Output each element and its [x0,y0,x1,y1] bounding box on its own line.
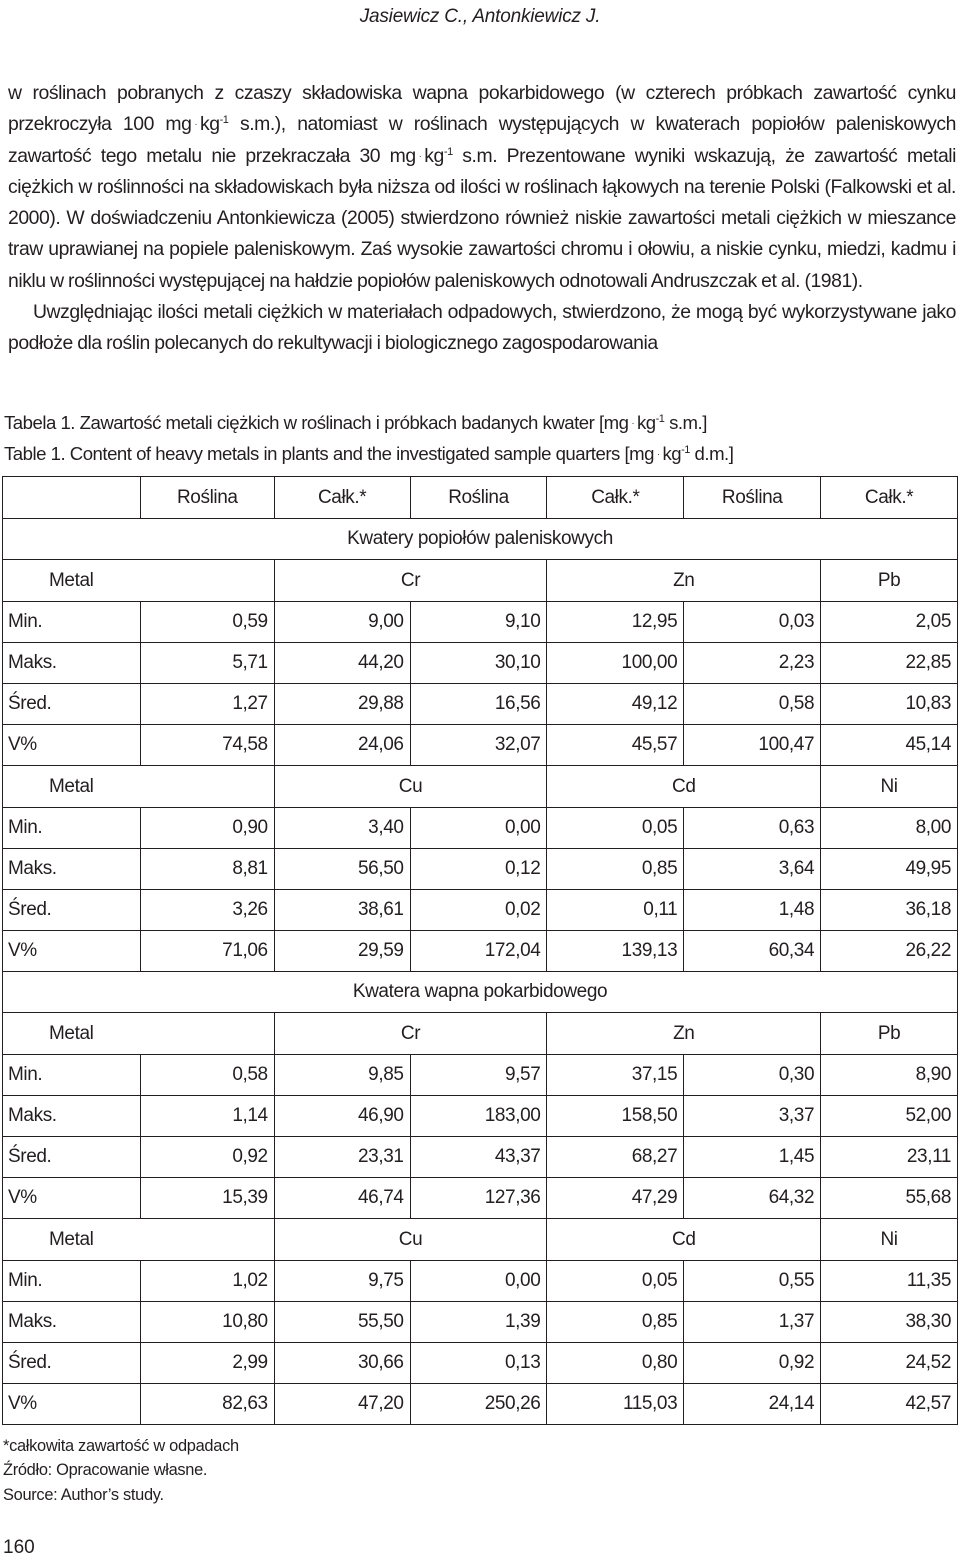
value-cell: 9,10 [410,602,547,643]
metal-name: Cu [274,766,547,808]
metal-name: Zn [547,560,821,602]
metal-header-row [3,766,958,808]
value-cell: 1,02 [140,1261,274,1302]
value-cell: 0,00 [410,1261,547,1302]
value-cell: 0,90 [140,808,274,849]
table-caption-pl: Tabela 1. Zawartość metali ciężkich w roślinach i próbkach badanych kwater [$mg \cdot kg^{-1}$ s.m.] [4,412,707,433]
value-cell: 0,58 [140,1055,274,1096]
value-cell: 23,31 [274,1137,410,1178]
value-cell: 15,39 [140,1178,274,1219]
table-captions [4,408,733,469]
value-cell: 9,57 [410,1055,547,1096]
value-cell: 158,50 [547,1096,684,1137]
value-cell: 16,56 [410,684,547,725]
table-row [3,725,958,766]
column-header: Całk.* [274,477,410,519]
metal-name: Ni [821,1219,958,1261]
value-cell: 45,57 [547,725,684,766]
value-cell: 38,61 [274,890,410,931]
table-row [3,684,958,725]
value-cell: 71,06 [140,931,274,972]
row-label: Min. [3,808,141,849]
value-cell: 0,00 [410,808,547,849]
metal-header-row [3,1219,958,1261]
value-cell: 0,05 [547,1261,684,1302]
table-row [3,1096,958,1137]
row-label: Śred. [3,1137,141,1178]
value-cell: 1,45 [684,1137,821,1178]
value-cell: 9,75 [274,1261,410,1302]
value-cell: 0,30 [684,1055,821,1096]
value-cell: 2,23 [684,643,821,684]
value-cell: 250,26 [410,1384,547,1425]
table-row [3,1178,958,1219]
running-head: Jasiewicz C., Antonkiewicz J. [359,6,601,27]
value-cell: 0,02 [410,890,547,931]
metal-header-row [3,1013,958,1055]
value-cell: 43,37 [410,1137,547,1178]
row-label: Min. [3,602,141,643]
value-cell: 52,00 [821,1096,958,1137]
row-label: Maks. [3,849,141,890]
value-cell: 55,68 [821,1178,958,1219]
row-label: Śred. [3,684,141,725]
metal-header-row [3,560,958,602]
value-cell: 3,37 [684,1096,821,1137]
value-cell: 1,48 [684,890,821,931]
value-cell: 36,18 [821,890,958,931]
metal-name: Pb [821,560,958,602]
value-cell: 29,59 [274,931,410,972]
table-row [3,931,958,972]
value-cell: 3,26 [140,890,274,931]
value-cell: 0,13 [410,1343,547,1384]
value-cell: 9,85 [274,1055,410,1096]
row-label: Śred. [3,1343,141,1384]
row-label: Maks. [3,1096,141,1137]
footnotes [3,1434,239,1507]
value-cell: 55,50 [274,1302,410,1343]
value-cell: 49,95 [821,849,958,890]
value-cell: 8,90 [821,1055,958,1096]
metal-name: Cd [547,766,821,808]
paragraph-1: w roślinach pobranych z czaszy składowiska wapna pokarbidowego (w czterech próbkach zawartość cynku przekroczyła 100 mg · $kg^{-1}$ s.m.), natomiast w roślinach występujących w kwaterach popiołów paleniskowych zawartość tego metalu nie przekraczała 30 mg · $kg^{-1}$ s.m. Prezentowane wyniki wskazują, że zawartość metali ciężkich w roślinności na składowiskach była niższa od ilości w roślinach łąkowych na terenie Polski (Falkowski et al. 2000). W doświadczeniu Antonkiewicza (2005) stwierdzono również niskie zawartości metali ciężkich w mieszance traw uprawianej na popiele paleniskowym. Zaś wysokie zawartości chromu i ołowiu, a niskie cynku, miedzi, kadmu i niklu w roślinności występującej na hałdzie popiołów paleniskowych odnotowali Andruszczak et al. (1981). [8,82,956,292]
value-cell: 47,20 [274,1384,410,1425]
column-header: Całk.* [821,477,958,519]
heavy-metals-table [2,476,958,1425]
value-cell: 22,85 [821,643,958,684]
value-cell: 1,14 [140,1096,274,1137]
value-cell: 8,00 [821,808,958,849]
header-empty-cell [3,477,141,519]
value-cell: 47,29 [547,1178,684,1219]
section-title-row [3,519,958,560]
value-cell: 30,10 [410,643,547,684]
value-cell: 0,80 [547,1343,684,1384]
value-cell: 10,80 [140,1302,274,1343]
row-label: Śred. [3,890,141,931]
footnote-source-pl: Źródło: Opracowanie własne. [3,1461,208,1480]
value-cell: 1,27 [140,684,274,725]
value-cell: 44,20 [274,643,410,684]
metal-name: Cr [274,560,547,602]
row-label: Min. [3,1261,141,1302]
table-row [3,1343,958,1384]
value-cell: 68,27 [547,1137,684,1178]
value-cell: 8,81 [140,849,274,890]
table-row [3,1055,958,1096]
metal-name: Ni [821,766,958,808]
metal-label: Metal [3,1013,275,1055]
column-header-row [3,477,958,519]
value-cell: 1,39 [410,1302,547,1343]
value-cell: 0,92 [684,1343,821,1384]
table-row [3,808,958,849]
metal-label: Metal [3,560,275,602]
value-cell: 139,13 [547,931,684,972]
table-row [3,643,958,684]
value-cell: 127,36 [410,1178,547,1219]
row-label: Min. [3,1055,141,1096]
metal-name: Pb [821,1013,958,1055]
value-cell: 2,05 [821,602,958,643]
table-row [3,1302,958,1343]
section-title: Kwatera wapna pokarbidowego [3,972,958,1013]
table-row [3,1384,958,1425]
value-cell: 0,59 [140,602,274,643]
value-cell: 0,03 [684,602,821,643]
value-cell: 0,11 [547,890,684,931]
value-cell: 2,99 [140,1343,274,1384]
value-cell: 42,57 [821,1384,958,1425]
value-cell: 12,95 [547,602,684,643]
row-label: V% [3,725,141,766]
metal-name: Cd [547,1219,821,1261]
metal-name: Cu [274,1219,547,1261]
body-text [8,78,956,360]
value-cell: 0,58 [684,684,821,725]
value-cell: 56,50 [274,849,410,890]
value-cell: 9,00 [274,602,410,643]
table-row [3,1137,958,1178]
table-row [3,849,958,890]
value-cell: 24,52 [821,1343,958,1384]
value-cell: 11,35 [821,1261,958,1302]
value-cell: 0,05 [547,808,684,849]
row-label: V% [3,1178,141,1219]
metal-name: Cr [274,1013,547,1055]
column-header: Roślina [410,477,547,519]
value-cell: 183,00 [410,1096,547,1137]
row-label: V% [3,1384,141,1425]
value-cell: 5,71 [140,643,274,684]
value-cell: 32,07 [410,725,547,766]
value-cell: 60,34 [684,931,821,972]
value-cell: 0,85 [547,1302,684,1343]
table-row [3,890,958,931]
value-cell: 45,14 [821,725,958,766]
value-cell: 1,37 [684,1302,821,1343]
metal-label: Metal [3,1219,275,1261]
value-cell: 10,83 [821,684,958,725]
table-caption-en: Table 1. Content of heavy metals in plants and the investigated sample quarters [$mg \cdot kg^{-1}$ d.m.] [4,442,734,464]
section-title-row [3,972,958,1013]
column-header: Roślina [684,477,821,519]
value-cell: 29,88 [274,684,410,725]
value-cell: 0,55 [684,1261,821,1302]
footnote-source-en: Source: Author’s study. [3,1485,164,1504]
value-cell: 64,32 [684,1178,821,1219]
page-number: 160 [3,1537,35,1558]
table-row [3,602,958,643]
value-cell: 74,58 [140,725,274,766]
metal-label: Metal [3,766,275,808]
value-cell: 49,12 [547,684,684,725]
value-cell: 24,06 [274,725,410,766]
column-header: Całk.* [547,477,684,519]
row-label: Maks. [3,643,141,684]
value-cell: 0,12 [410,849,547,890]
value-cell: 100,00 [547,643,684,684]
value-cell: 24,14 [684,1384,821,1425]
row-label: V% [3,931,141,972]
value-cell: 100,47 [684,725,821,766]
row-label: Maks. [3,1302,141,1343]
table-body [3,477,958,1425]
table-row [3,1261,958,1302]
metal-name: Zn [547,1013,821,1055]
footnote-total: *całkowita zawartość w odpadach [3,1437,239,1455]
value-cell: 0,85 [547,849,684,890]
value-cell: 0,63 [684,808,821,849]
value-cell: 37,15 [547,1055,684,1096]
value-cell: 0,92 [140,1137,274,1178]
value-cell: 26,22 [821,931,958,972]
value-cell: 46,90 [274,1096,410,1137]
column-header: Roślina [140,477,274,519]
value-cell: 82,63 [140,1384,274,1425]
value-cell: 3,64 [684,849,821,890]
paragraph-2: Uwzględniając ilości metali ciężkich w materiałach odpadowych, stwierdzono, że mogą być wykorzystywane jako podłoże dla roślin polecanych do rekultywacji i biologicznego zagospodarowania [8,301,956,355]
value-cell: 38,30 [821,1302,958,1343]
value-cell: 46,74 [274,1178,410,1219]
value-cell: 115,03 [547,1384,684,1425]
value-cell: 30,66 [274,1343,410,1384]
value-cell: 23,11 [821,1137,958,1178]
value-cell: 172,04 [410,931,547,972]
section-title: Kwatery popiołów paleniskowych [3,519,958,560]
value-cell: 3,40 [274,808,410,849]
